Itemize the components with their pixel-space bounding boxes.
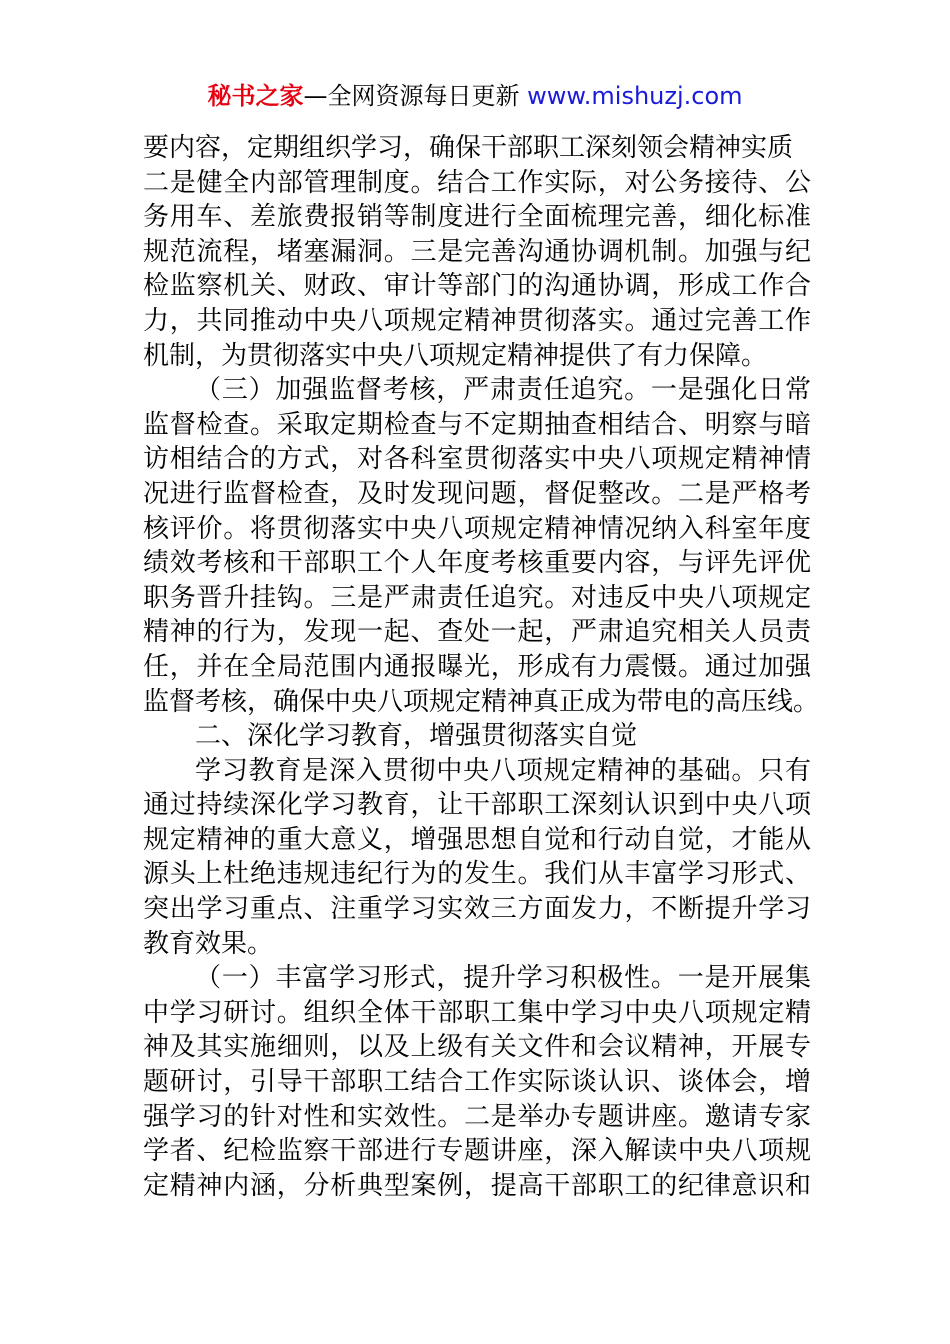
text-line: 二是健全内部管理制度。结合工作实际，对公务接待、公: [143, 167, 811, 198]
text-line: 教育效果。: [143, 928, 274, 959]
document-body: [143, 131, 820, 1203]
text-line: 要内容，定期组织学习，确保干部职工深刻领会精神实质: [143, 133, 794, 163]
text-line: 监督检查。采取定期检查与不定期抽查相结合、明察与暗: [143, 409, 811, 440]
text-line: 职务晋升挂钩。三是严肃责任追究。对违反中央八项规定: [143, 582, 811, 613]
text-line: 通过持续深化学习教育，让干部职工深刻认识到中央八项: [143, 790, 811, 821]
text-line: 力，共同推动中央八项规定精神贯彻落实。通过完善工作: [143, 305, 811, 336]
text-line: 学者、纪检监察干部进行专题讲座，深入解读中央八项规: [143, 1136, 811, 1167]
text-line: 规范流程，堵塞漏洞。三是完善沟通协调机制。加强与纪: [143, 236, 811, 267]
text-line: 任，并在全局范围内通报曝光，形成有力震慑。通过加强: [143, 651, 811, 682]
text-line: 机制，为贯彻落实中央八项规定精神提供了有力保障。: [143, 340, 768, 371]
site-header: [0, 80, 950, 112]
text-line: 神及其实施细则，以及上级有关文件和会议精神，开展专: [143, 1032, 811, 1063]
text-line: 规定精神的重大意义，增强思想自觉和行动自觉，才能从: [143, 824, 811, 855]
text-line: 核评价。将贯彻落实中央八项规定精神情况纳入科室年度: [143, 513, 811, 544]
text-line: 源头上杜绝违规违纪行为的发生。我们从丰富学习形式、: [143, 859, 811, 890]
text-line: （一）丰富学习形式，提升学习积极性。一是开展集: [195, 963, 811, 994]
site-tagline: —全网资源每日更新: [303, 82, 528, 110]
text-line: 突出学习重点、注重学习实效三方面发力，不断提升学习: [143, 894, 811, 925]
section-heading: 二、深化学习教育，增强贯彻落实自觉: [195, 721, 638, 752]
text-line: 学习教育是深入贯彻中央八项规定精神的基础。只有: [195, 755, 811, 786]
text-line: 检监察机关、财政、审计等部门的沟通协调，形成工作合: [143, 271, 811, 302]
text-line: 访相结合的方式，对各科室贯彻落实中央八项规定精神情: [143, 444, 811, 475]
text-line: 务用车、差旅费报销等制度进行全面梳理完善，细化标准: [143, 202, 811, 233]
text-line: 绩效考核和干部职工个人年度考核重要内容，与评先评优: [143, 548, 811, 579]
site-url-link[interactable]: www.mishuzj.com: [527, 82, 743, 110]
text-line: （三）加强监督考核，严肃责任追究。一是强化日常: [195, 375, 811, 406]
text-line: 精神的行为，发现一起、查处一起，严肃追究相关人员责: [143, 617, 811, 648]
text-line: 强学习的针对性和实效性。二是举办专题讲座。邀请专家: [143, 1101, 811, 1132]
text-line: 况进行监督检查，及时发现问题，督促整改。二是严格考: [143, 478, 811, 509]
site-brand: 秘书之家: [207, 82, 304, 110]
text-line: 定精神内涵，分析典型案例，提高干部职工的纪律意识和: [143, 1170, 811, 1201]
text-line: 中学习研讨。组织全体干部职工集中学习中央八项规定精: [143, 997, 811, 1028]
text-line: 题研讨，引导干部职工结合工作实际谈认识、谈体会，增: [143, 1067, 811, 1098]
text-line: 监督考核，确保中央八项规定精神真正成为带电的高压线。: [143, 686, 820, 717]
